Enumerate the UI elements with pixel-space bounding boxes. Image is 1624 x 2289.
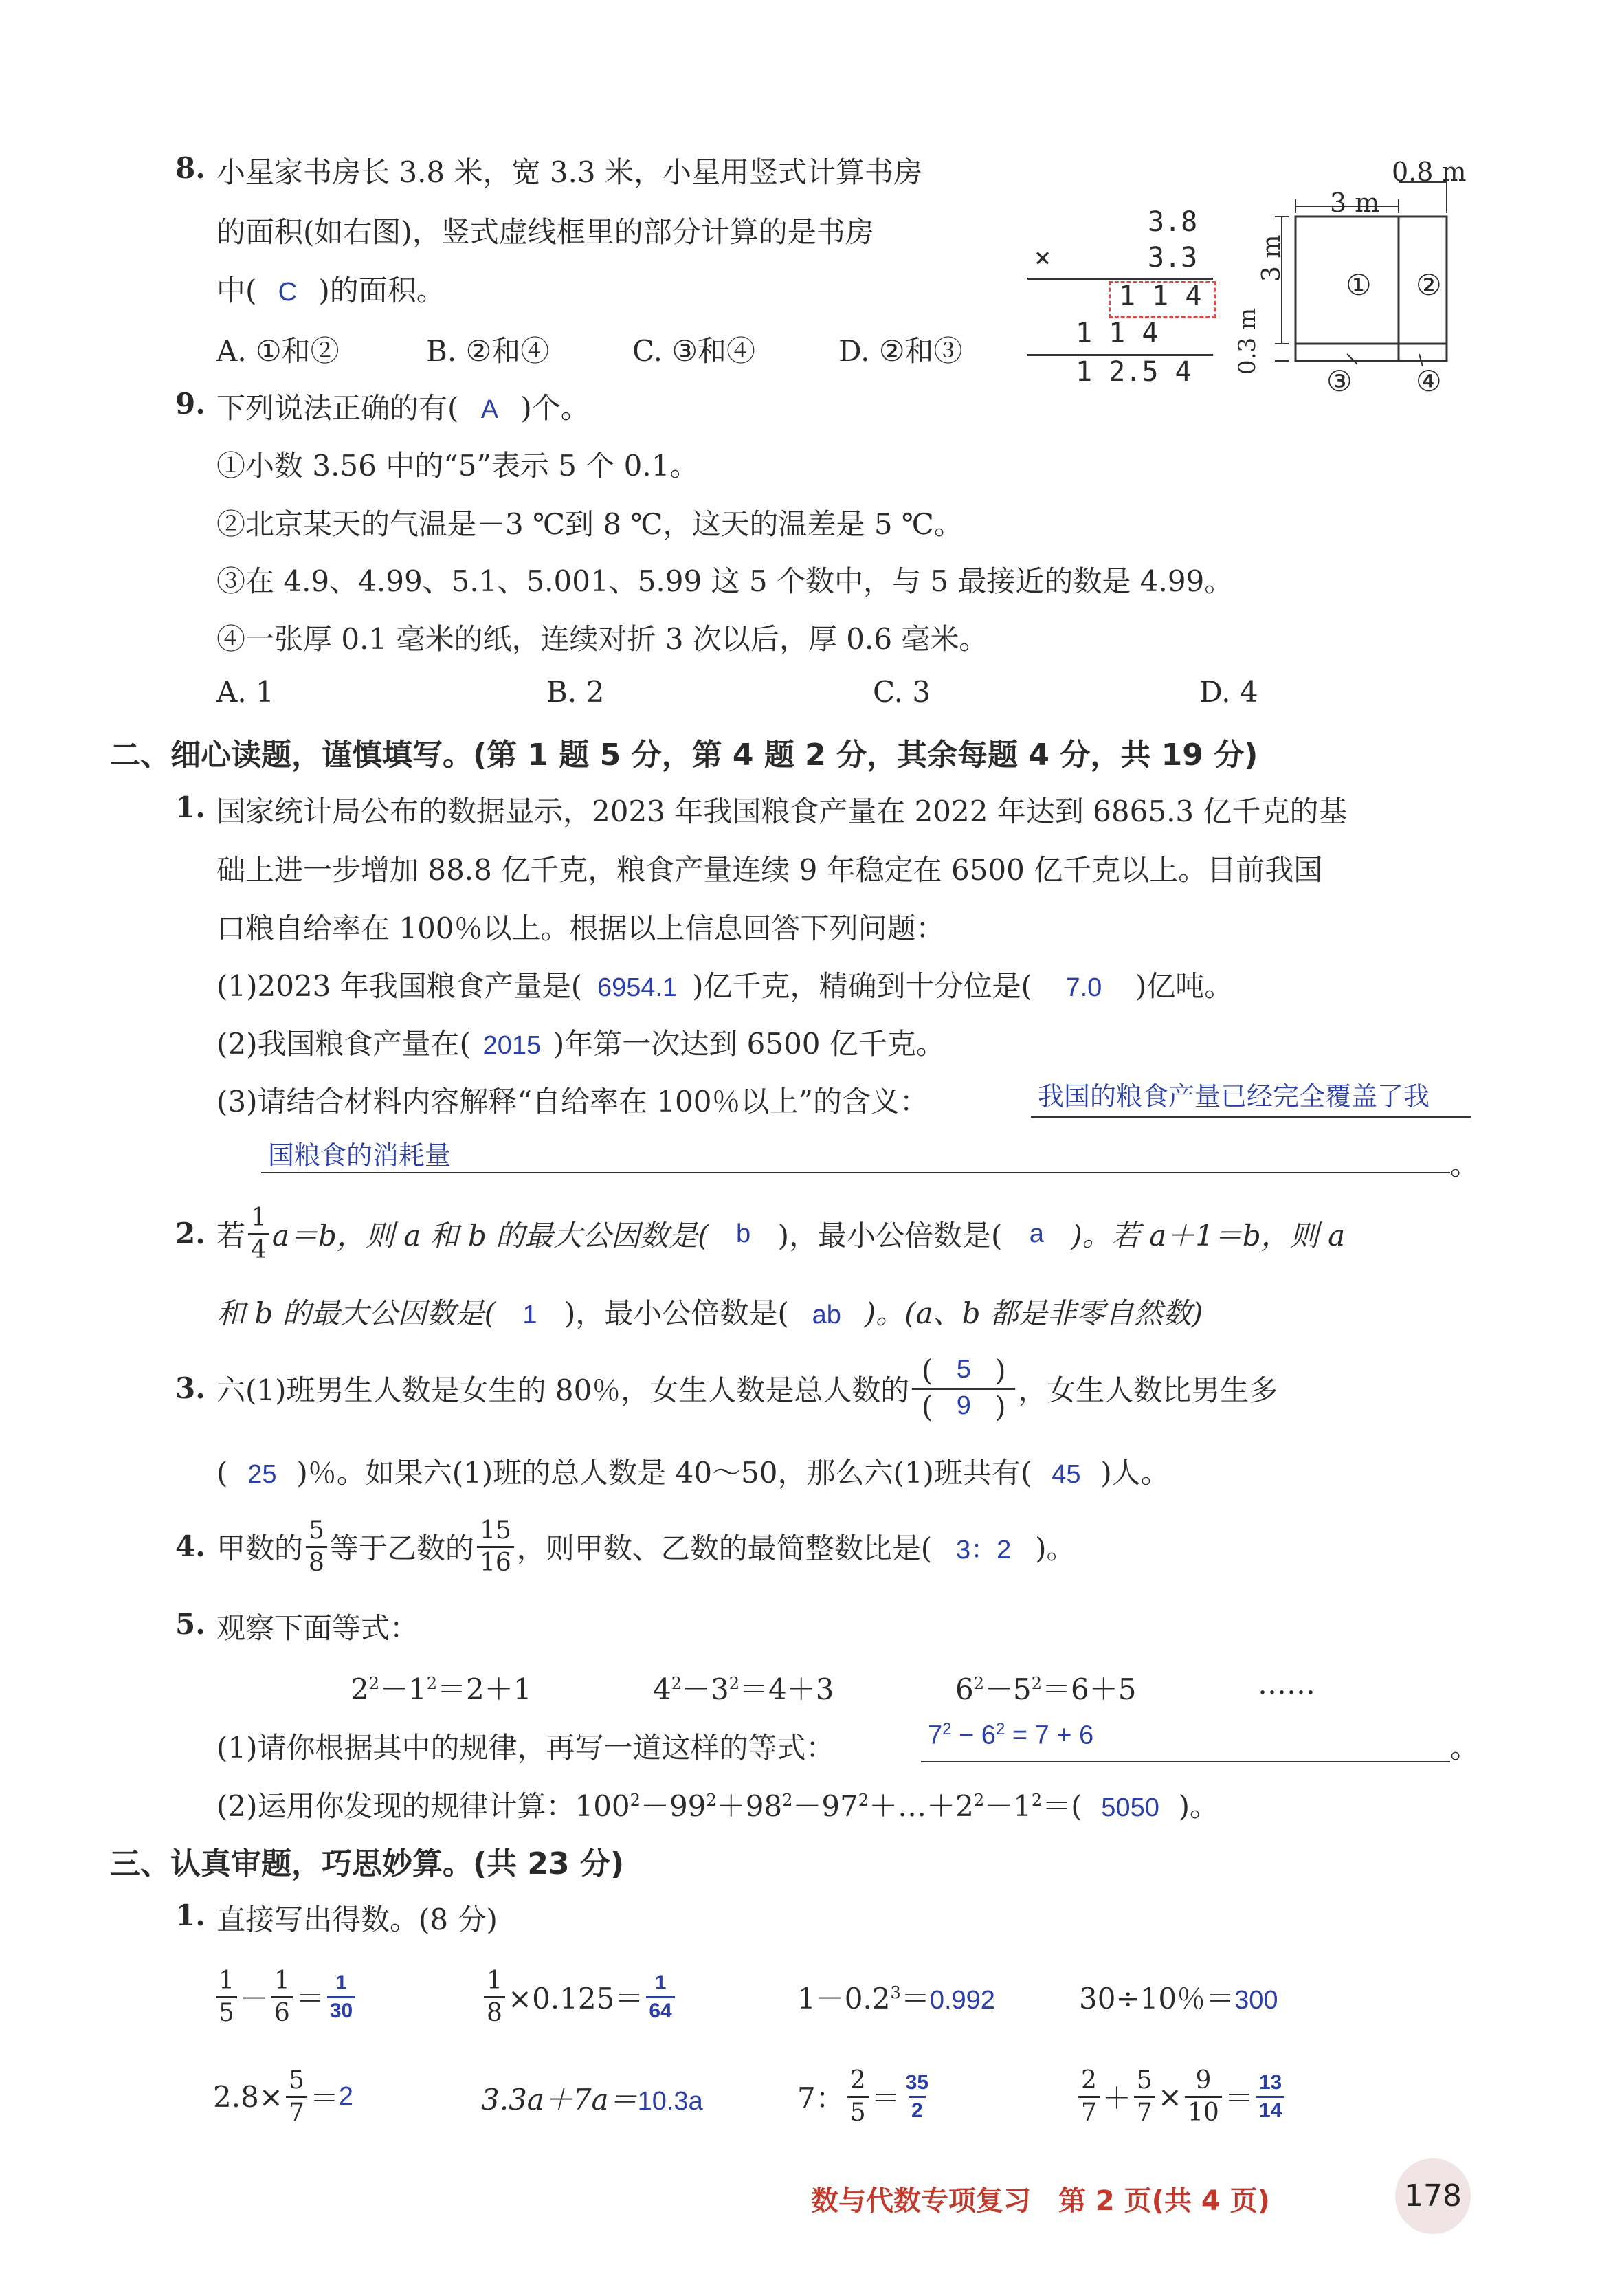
p2-sq5: 2 [973,1791,985,1810]
s2q4-f1-den: 8 [306,1546,327,1575]
region-2: ② [1416,268,1442,302]
s2q1-part1-c: )亿吨。 [1135,969,1234,1003]
e2-answer [646,1973,674,2022]
p2-a: (2)运用你发现的规律计算：100 [216,1789,630,1823]
s2q1-end: 。 [1450,1148,1480,1182]
eq3-c: ＝6＋5 [1042,1672,1137,1706]
s2q2-a2: a＝b，则 a 和 b 的最大公因数是( [271,1219,709,1252]
section-2-title: 二、细心读题，谨慎填写。(第 1 题 5 分，第 4 题 2 分，其余每题 4 分，共 19 分) [110,738,1258,773]
s2q5-part1: (1)请你根据其中的规律，再写一道这样的等式： [216,1731,835,1765]
eq1-sq1: 2 [368,1674,380,1693]
p2-b: －99 [640,1789,707,1823]
s2q3-number: 3. [175,1371,205,1405]
e1-f2-den: 6 [271,1996,293,2026]
s2q1-part2-a: (2)我国粮食产量在( [216,1027,471,1061]
s2q1-part1 [216,964,1233,1005]
s2q2-number: 2. [175,1217,205,1250]
s2q4-fraction-2 [477,1518,514,1575]
e3-eq: ＝ [900,1982,930,2015]
q9-option-b: B. 2 [546,675,605,709]
section-3-title: 三、认真审题，巧思妙算。(共 23 分) [110,1846,625,1881]
e5-answer: 2 [338,2081,354,2111]
e7-eq: ＝ [871,2081,900,2115]
e3-a: 1－0.2 [797,1982,891,2015]
e1-ans-num: 1 [335,1971,347,1994]
e8-f2-den: 7 [1134,2096,1155,2125]
e2-f-num: 1 [487,1966,502,1995]
s2q1-answer-1: 6954.1 [597,973,678,1002]
eq3-sq2: 2 [1031,1674,1043,1693]
p1ans-c: = 7 + 6 [1005,1721,1094,1750]
s2q1-answer-3: 2015 [482,1031,542,1060]
e7-a: 7： [797,2081,845,2115]
q9-item-3: ③在 4.9、4.99、5.1、5.001、5.99 这 5 个数中，与 5 最接近的数是 4.99。 [216,564,1234,598]
page-number: 178 [1395,2158,1471,2234]
s2q4-number: 4. [175,1529,205,1563]
s2q5-stem: 观察下面等式： [216,1611,419,1645]
s2q5-number: 5. [175,1607,205,1641]
s2q3-answer-2: 25 [247,1460,277,1489]
p2-h: )。 [1178,1789,1219,1823]
calc-expr-5 [213,2052,353,2141]
s2q5-eq1 [351,1667,531,1708]
q9-number: 9. [175,387,205,421]
s2q2-b2: )，最小公倍数是( [564,1296,789,1330]
eq2-b: －3 [682,1672,729,1706]
s2q3-paren-r1: ) [994,1353,1006,1387]
s2q1-underline-1 [1031,1116,1471,1118]
s3q1-stem: 直接写出得数。(8 分) [216,1903,498,1936]
s2q4-answer: 3：2 [956,1535,1012,1564]
calc-expr-1 [213,1952,358,2042]
e5-f-den: 7 [286,2096,307,2125]
s2q4-line [216,1509,1076,1584]
eq1-sq2: 2 [426,1674,438,1693]
e1-f2-num: 1 [274,1966,290,1995]
e2-f-den: 8 [484,1996,505,2026]
s2q2-a4: )。若 a＋1＝b，则 a [1071,1219,1346,1252]
s2q3-answer-fraction [912,1353,1015,1424]
s2q1-number: 1. [175,790,205,824]
e2-rest: ×0.125＝ [507,1982,644,2015]
e8-ans-den: 14 [1256,2096,1284,2121]
calc-row3: 1 1 4 [1119,280,1202,312]
e1-f1-num: 1 [219,1966,234,1995]
eq1-a: 2 [351,1672,369,1706]
e7-f-num: 2 [849,2066,866,2094]
s2q4-f2-num: 15 [479,1516,511,1545]
s2q2-line2 [216,1291,1203,1332]
label-3m-height: 3 m [1258,234,1286,282]
q8-option-a: A. ①和② [216,334,340,368]
region-4: ④ [1416,364,1442,398]
s2q2-b3: )。(a、b 都是非零自然数) [864,1296,1203,1330]
e5-f-num: 5 [289,2066,304,2094]
e6-answer: 10.3a [637,2087,703,2116]
q9-item-1: ①小数 3.56 中的“5”表示 5 个 0.1。 [216,449,699,483]
e3-answer: 0.992 [929,1986,995,2015]
eq2-c: ＝4＋3 [739,1672,834,1706]
eq3-b: －5 [984,1672,1032,1706]
s2q3-paren-r2: ) [994,1389,1006,1424]
s2q3-answer-den: 9 [956,1391,971,1420]
calc-row2: 3.3 [1148,242,1198,274]
e1-ans-den: 30 [327,1996,355,2022]
s3q1-number: 1. [175,1899,205,1932]
eq1-b: －1 [379,1672,427,1706]
q8-line3 [216,268,445,309]
s2q3-answer-num: 5 [956,1354,971,1384]
s2q5-part2 [216,1784,1219,1825]
calc-row1: 3.8 [1148,206,1198,238]
p2-sq2: 2 [706,1791,717,1810]
q8-line3a: 中( [216,274,257,307]
s2q5-dots: …… [1258,1667,1315,1701]
s2q1-part2 [216,1021,945,1063]
e7-ans-den: 2 [909,2096,926,2121]
calc-line1 [1027,278,1213,280]
s2q3-a1: 六(1)班男生人数是女生的 80％，女生人数是总人数的 [216,1373,910,1407]
s2q2-answer-2: a [1029,1219,1044,1248]
q8-option-d: D. ②和③ [838,334,963,368]
s2q2-answer-3: 1 [522,1301,537,1329]
s2q2-line1 [216,1196,1345,1272]
p2-sq6: 2 [1031,1791,1043,1810]
s2q1-line2: 础上进一步增加 88.8 亿千克，粮食产量连续 9 年稳定在 6500 亿千克以上。目前我国 [216,853,1323,887]
e8-f2-num: 5 [1136,2066,1153,2094]
p2-f: －1 [984,1789,1032,1823]
e1-eq: ＝ [295,1982,324,2015]
q9-option-c: C. 3 [873,675,931,709]
calc-expr-2 [481,1952,678,2042]
s2q4-a1: 甲数的 [216,1531,304,1565]
e8-f1-num: 2 [1081,2066,1097,2094]
s2q5-answer-1 [928,1720,1093,1751]
q9-option-d: D. 4 [1199,675,1258,709]
e3-sup: 3 [890,1983,901,2002]
s2q1-underline-2 [261,1172,1450,1173]
e8-f3-num: 9 [1195,2066,1212,2094]
s2q2-frac-num: 1 [251,1203,267,1232]
eq3-sq1: 2 [973,1674,985,1693]
s2q2-a3: )，最小公倍数是( [777,1219,1003,1252]
calc-expr-7 [797,2052,934,2141]
p1ans-b: − 6 [951,1721,996,1750]
e2-ans-den: 64 [646,1996,674,2022]
q8-line3b: )的面积。 [318,274,445,307]
q9-stem [216,386,590,427]
calc-row5: 1 2.5 4 [1076,356,1192,388]
p1ans-a: 7 [928,1721,943,1750]
s2q3-answer-3: 45 [1052,1460,1081,1489]
s2q1-line3: 口粮自给率在 100％以上。根据以上信息回答下列问题： [216,911,945,945]
e8-eq: ＝ [1224,2081,1254,2115]
q9-item-4: ④一张厚 0.1 毫米的纸，连续对折 3 次以后，厚 0.6 毫米。 [216,622,988,656]
s2q5-underline [921,1761,1450,1762]
eq2-a: 4 [653,1672,671,1706]
s2q3-b0: ( [216,1456,228,1490]
q9-answer: A [480,395,499,424]
s2q3-a2: ，女生人数比男生多 [1018,1373,1278,1407]
s2q1-answer-2: 7.0 [1065,973,1102,1002]
s2q1-part1-a: (1)2023 年我国粮食产量是( [216,969,583,1003]
s2q2-b1: 和 b 的最大公因数是( [216,1296,496,1330]
s2q1-line1: 国家统计局公布的数据显示，2023 年我国粮食产量在 2022 年达到 6865.3 亿千克的基 [216,795,1348,828]
s2q3-line1 [216,1351,1278,1426]
s2q3-b1: )％。如果六(1)班的总人数是 40～50，那么六(1)班共有( [296,1456,1032,1490]
p1ans-sq2: 2 [995,1720,1005,1738]
eq1-c: ＝2＋1 [437,1672,532,1706]
s2q5-eq3 [955,1667,1136,1708]
s2q4-a3: ，则甲数、乙数的最简整数比是( [516,1531,933,1565]
calc-expr-4 [1079,1976,1278,2017]
s2q2-a1: 若 [216,1219,246,1252]
s2q4-f2-den: 16 [477,1546,514,1575]
p1ans-sq1: 2 [942,1720,952,1738]
e8-op2: × [1157,2079,1183,2114]
calc-expr-6 [481,2077,703,2119]
calc-expr-8 [1076,2052,1287,2141]
p2-g: ＝( [1042,1789,1082,1823]
s2q1-part3-a: (3)请结合材料内容解释“自给率在 100％以上”的含义： [216,1085,928,1118]
q8-line1: 小星家书房长 3.8 米，宽 3.3 米，小星用竖式计算书房 [216,155,922,189]
q9-option-a: A. 1 [216,675,274,709]
e8-f1-den: 7 [1078,2096,1100,2125]
e1-op: － [239,1982,269,2015]
region-1: ① [1346,268,1372,302]
q9-item-2: ②北京某天的气温是－3 ℃到 8 ℃，这天的温差是 5 ℃。 [216,507,963,541]
s2q4-fraction-1 [306,1518,327,1575]
s2q5-part1-end: 。 [1450,1731,1480,1765]
e8-f3-den: 10 [1185,2096,1222,2125]
e1-answer [327,1973,355,2022]
calc-row4: 1 1 4 [1076,318,1159,349]
region-3: ③ [1326,364,1353,398]
label-3m-width: 3 m [1330,188,1380,218]
q8-option-c: C. ③和④ [632,334,755,368]
footer-text: 数与代数专项复习 第 2 页(共 4 页) [811,2185,1270,2217]
eq2-sq1: 2 [671,1674,682,1693]
eq3-a: 6 [955,1672,974,1706]
s2q5-eq2 [653,1667,834,1708]
s2q1-answer-4b: 国粮食的消耗量 [268,1142,452,1171]
p2-sq1: 2 [630,1791,641,1810]
q8-option-b: B. ②和④ [426,334,550,368]
e8-answer [1256,2072,1284,2121]
s2q4-a2: 等于乙数的 [329,1531,474,1565]
e2-ans-num: 1 [654,1971,667,1994]
q9-stem-a: 下列说法正确的有( [216,391,459,425]
s2q4-f1-num: 5 [309,1516,324,1545]
q8-answer: C [278,278,298,307]
s2q1-part3 [216,1079,928,1120]
p2-e: ＋…＋2 [869,1789,974,1823]
s2q4-a4: )。 [1035,1531,1076,1565]
s2q2-frac-den: 4 [248,1233,269,1263]
s2q3-paren-l1: ( [921,1353,933,1387]
s2q1-part1-b: )亿千克，精确到十分位是( [692,969,1032,1003]
p2-sq3: 2 [782,1791,793,1810]
e7-ans-num: 35 [905,2070,929,2094]
e4-answer: 300 [1234,1986,1278,2015]
calc-times: × [1034,242,1052,274]
p2-sq4: 2 [858,1791,869,1810]
e5-a: 2.8× [213,2079,283,2114]
e5-eq: ＝ [309,2081,339,2115]
q8-line2: 的面积(如右图)，竖式虚线框里的部分计算的是书房 [216,215,874,249]
p2-d: －97 [792,1789,858,1823]
q9-stem-b: )个。 [520,391,590,425]
e7-f-den: 5 [847,2096,869,2125]
e1-f1-den: 5 [216,1996,237,2026]
s2q2-answer-1: b [735,1219,751,1248]
eq2-sq2: 2 [728,1674,740,1693]
s2q5-answer-2: 5050 [1101,1793,1159,1822]
s2q1-part2-b: )年第一次达到 6500 亿千克。 [553,1027,945,1061]
e4-expr: 30÷10％＝ [1079,1982,1235,2015]
label-0-8m: 0.8 m [1392,157,1467,187]
s2q2-fraction [248,1203,269,1264]
e8-ans-num: 13 [1258,2070,1282,2094]
e7-answer [903,2072,931,2121]
calc-expr-3 [797,1976,995,2017]
s2q3-b2: )人。 [1100,1456,1170,1490]
s2q2-answer-4: ab [812,1301,841,1329]
s2q1-answer-4a: 我国的粮食产量已经完全覆盖了我 [1038,1083,1430,1112]
p2-c: ＋98 [716,1789,783,1823]
s2q3-paren-l2: ( [921,1389,933,1424]
e6-expr: 3.3a＋7a＝ [481,2083,638,2116]
e8-op1: ＋ [1102,2081,1131,2115]
s2q3-line2 [216,1450,1170,1492]
q8-number: 8. [175,151,205,185]
label-0-3m: 0.3 m [1234,307,1261,375]
